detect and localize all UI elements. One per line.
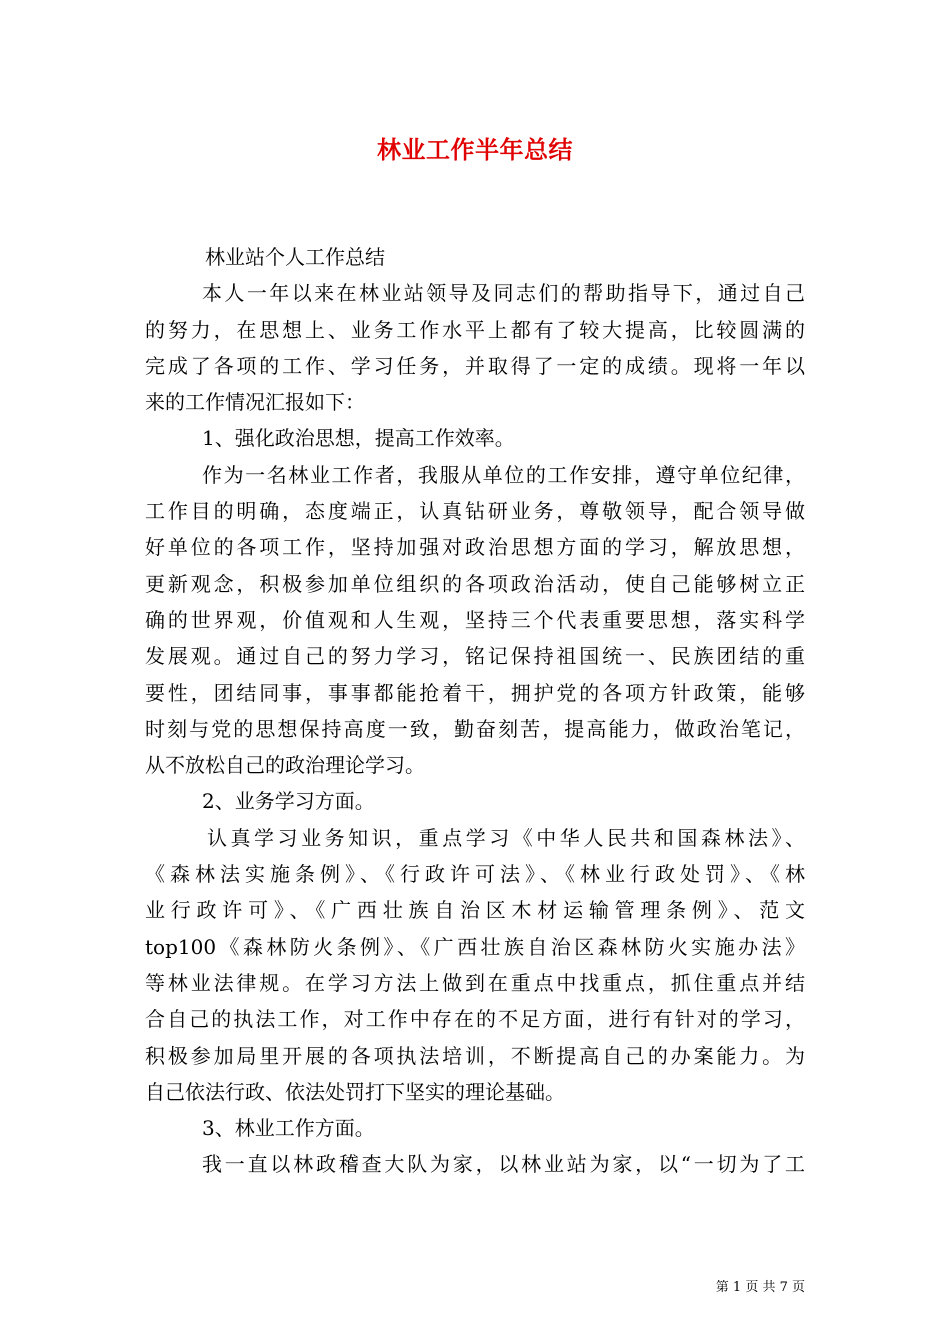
body-line: 自己依法行政、依法处罚打下坚实的理论基础。	[145, 1079, 565, 1104]
page-footer: 第 1 页 共 7 页	[715, 1280, 805, 1295]
body-line: 认真学习业务知识，重点学习《中华人民共和国森林法》、	[207, 825, 805, 850]
body-line: 来的工作情况汇报如下：	[145, 390, 365, 415]
body-line: 等林业法律规。在学习方法上做到在重点中找重点，抓住重点并结	[145, 970, 805, 995]
body-line: 业行政许可》、《广西壮族自治区木材运输管理条例》、范文	[145, 898, 805, 923]
body-line: 作为一名林业工作者，我服从单位的工作安排，遵守单位纪律，	[202, 462, 805, 487]
body-line: 时刻与党的思想保持高度一致，勤奋刻苦，提高能力，做政治笔记，	[145, 716, 805, 741]
body-line: 完成了各项的工作、学习任务，并取得了一定的成绩。现将一年以	[145, 353, 805, 378]
body-line: 发展观。通过自己的努力学习，铭记保持祖国统一、民族团结的重	[145, 644, 805, 669]
body-line: 的努力，在思想上、业务工作水平上都有了较大提高，比较圆满的	[145, 317, 805, 342]
body-line: 好单位的各项工作，坚持加强对政治思想方面的学习，解放思想，	[145, 535, 805, 560]
body-line: 我一直以林政稽查大队为家，以林业站为家，以“一切为了工	[202, 1152, 805, 1177]
body-line: 《森林法实施条例》、《行政许可法》、《林业行政处罚》、《林	[145, 862, 805, 887]
body-line: 3、林业工作方面。	[202, 1116, 375, 1141]
document-title: 林业工作半年总结	[377, 136, 573, 164]
body-line: 林业站个人工作总结	[205, 245, 385, 269]
body-line: 2、业务学习方面。	[202, 789, 375, 814]
body-line: 积极参加局里开展的各项执法培训，不断提高自己的办案能力。为	[145, 1043, 805, 1068]
body-line: 从不放松自己的政治理论学习。	[145, 753, 425, 778]
document-body	[145, 239, 805, 1183]
body-line: 确的世界观，价值观和人生观，坚持三个代表重要思想，落实科学	[145, 607, 805, 632]
body-line: 本人一年以来在林业站领导及同志们的帮助指导下，通过自己	[202, 281, 805, 306]
body-line: 1、强化政治思想，提高工作效率。	[202, 426, 515, 451]
body-line: top100《森林防火条例》、《广西壮族自治区森林防火实施办法》	[145, 934, 805, 959]
body-line: 要性，团结同事，事事都能抢着干，拥护党的各项方针政策，能够	[145, 680, 805, 705]
body-line: 更新观念，积极参加单位组织的各项政治活动，使自己能够树立正	[145, 571, 805, 596]
body-line: 合自己的执法工作，对工作中存在的不足方面，进行有针对的学习，	[145, 1007, 805, 1032]
body-line: 工作目的明确，态度端正，认真钻研业务，尊敬领导，配合领导做	[145, 499, 805, 524]
